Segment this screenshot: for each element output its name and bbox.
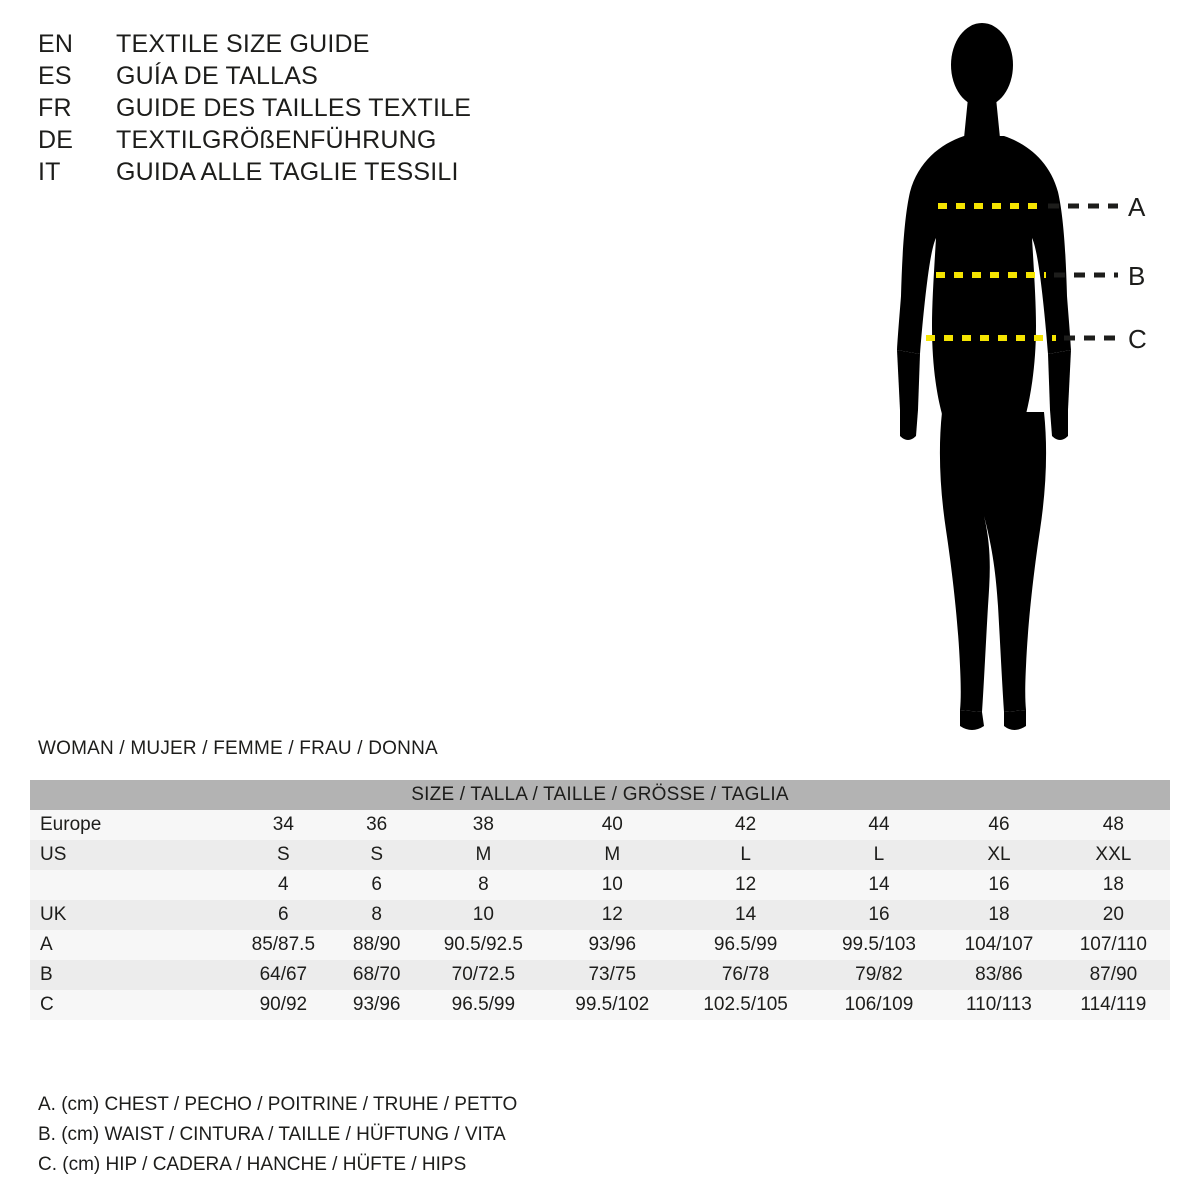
marker-label-c: C [1128,324,1147,354]
cell: M [604,844,621,865]
cell: 64/67 [259,964,308,985]
cell: XXL [1095,844,1132,865]
cell: M [475,844,492,865]
cell: 73/75 [588,964,637,985]
title-row [38,60,598,92]
size-table [30,780,1170,1020]
cell: 96.5/99 [713,934,778,955]
row-label-b: B [40,964,53,985]
title-row [38,92,598,124]
title-text-it: GUIDA ALLE TAGLIE TESSILI [116,158,459,186]
table-row [30,810,1170,840]
legend-line-a: A. (cm) CHEST / PECHO / POITRINE / TRUHE / PETTO [38,1094,518,1115]
cell: 79/82 [855,964,903,985]
table-header-row [30,780,1170,810]
title-lang-en: EN [38,30,74,58]
cell: 70/72.5 [451,964,516,985]
row-label-c: C [40,994,54,1015]
body-measurement-figure [860,10,1190,750]
title-text-es: GUÍA DE TALLAS [116,62,318,90]
cell: 44 [868,814,890,835]
title-lang-fr: FR [38,94,72,122]
cell: 96.5/99 [451,994,516,1015]
cell: 93/96 [352,994,401,1015]
title-row [38,124,598,156]
cell: 114/119 [1080,994,1147,1015]
section-heading: WOMAN / MUJER / FEMME / FRAU / DONNA [38,738,438,759]
table-row [30,960,1170,990]
cell: 46 [988,814,1010,835]
female-silhouette-icon [897,23,1071,730]
table-row [30,930,1170,960]
cell: 16 [868,904,890,925]
cell: 10 [601,874,623,895]
cell: S [277,844,290,865]
table-row [30,870,1170,900]
row-label-europe: Europe [40,814,102,835]
table-row [30,900,1170,930]
title-block [38,28,598,188]
cell: XL [987,844,1011,865]
cell: 34 [272,814,294,835]
cell: L [873,844,885,865]
cell: 36 [366,814,388,835]
title-text-en: TEXTILE SIZE GUIDE [116,30,370,58]
cell: 76/78 [721,964,770,985]
title-row [38,156,598,188]
cell: 85/87.5 [251,934,316,955]
cell: S [370,844,384,865]
cell: 4 [278,874,289,895]
cell: 38 [472,814,494,835]
legend-line-b: B. (cm) WAIST / CINTURA / TAILLE / HÜFTUNG / VITA [38,1124,506,1145]
cell: 90/92 [259,994,308,1015]
cell: 42 [735,814,757,835]
row-label-uk: UK [40,904,67,925]
cell: 12 [735,874,757,895]
legend-line-c: C. (cm) HIP / CADERA / HANCHE / HÜFTE / HIPS [38,1154,467,1175]
cell: 8 [478,874,489,895]
title-lang-it: IT [38,158,61,186]
cell: 6 [278,904,289,925]
row-label-us: US [40,844,67,865]
table-row [30,990,1170,1020]
cell: 10 [472,904,494,925]
row-label-us-numeric [30,870,230,900]
cell: 18 [988,904,1010,925]
cell: 87/90 [1089,964,1138,985]
marker-label-b: B [1128,261,1146,291]
cell: 14 [868,874,890,895]
title-text-de: TEXTILGRÖßENFÜHRUNG [116,126,437,154]
table-header-label: SIZE / TALLA / TAILLE / GRÖSSE / TAGLIA [411,784,789,805]
cell: L [740,844,751,865]
row-label-a: A [40,934,53,955]
title-lang-de: DE [38,126,74,154]
cell: 93/96 [588,934,637,955]
cell: 110/113 [966,994,1032,1015]
cell: 48 [1102,814,1124,835]
cell: 99.5/103 [841,934,916,955]
cell: 88/90 [352,934,401,955]
cell: 18 [1102,874,1124,895]
marker-label-a: A [1128,192,1146,222]
cell: 102.5/105 [703,994,788,1015]
cell: 14 [735,904,757,925]
cell: 8 [371,904,382,925]
cell: 6 [371,874,382,895]
title-row [38,28,598,60]
title-text-fr: GUIDE DES TAILLES TEXTILE [116,94,472,122]
cell: 107/110 [1079,934,1147,955]
cell: 104/107 [964,934,1034,955]
cell: 68/70 [352,964,401,985]
cell: 99.5/102 [575,994,650,1015]
cell: 83/86 [975,964,1023,985]
cell: 106/109 [844,994,914,1015]
title-lang-es: ES [38,62,72,90]
cell: 20 [1102,904,1124,925]
cell: 16 [988,874,1010,895]
cell: 12 [601,904,623,925]
cell: 90.5/92.5 [443,934,523,955]
table-row [30,840,1170,870]
measurement-legend [38,1090,517,1180]
cell: 40 [601,814,623,835]
